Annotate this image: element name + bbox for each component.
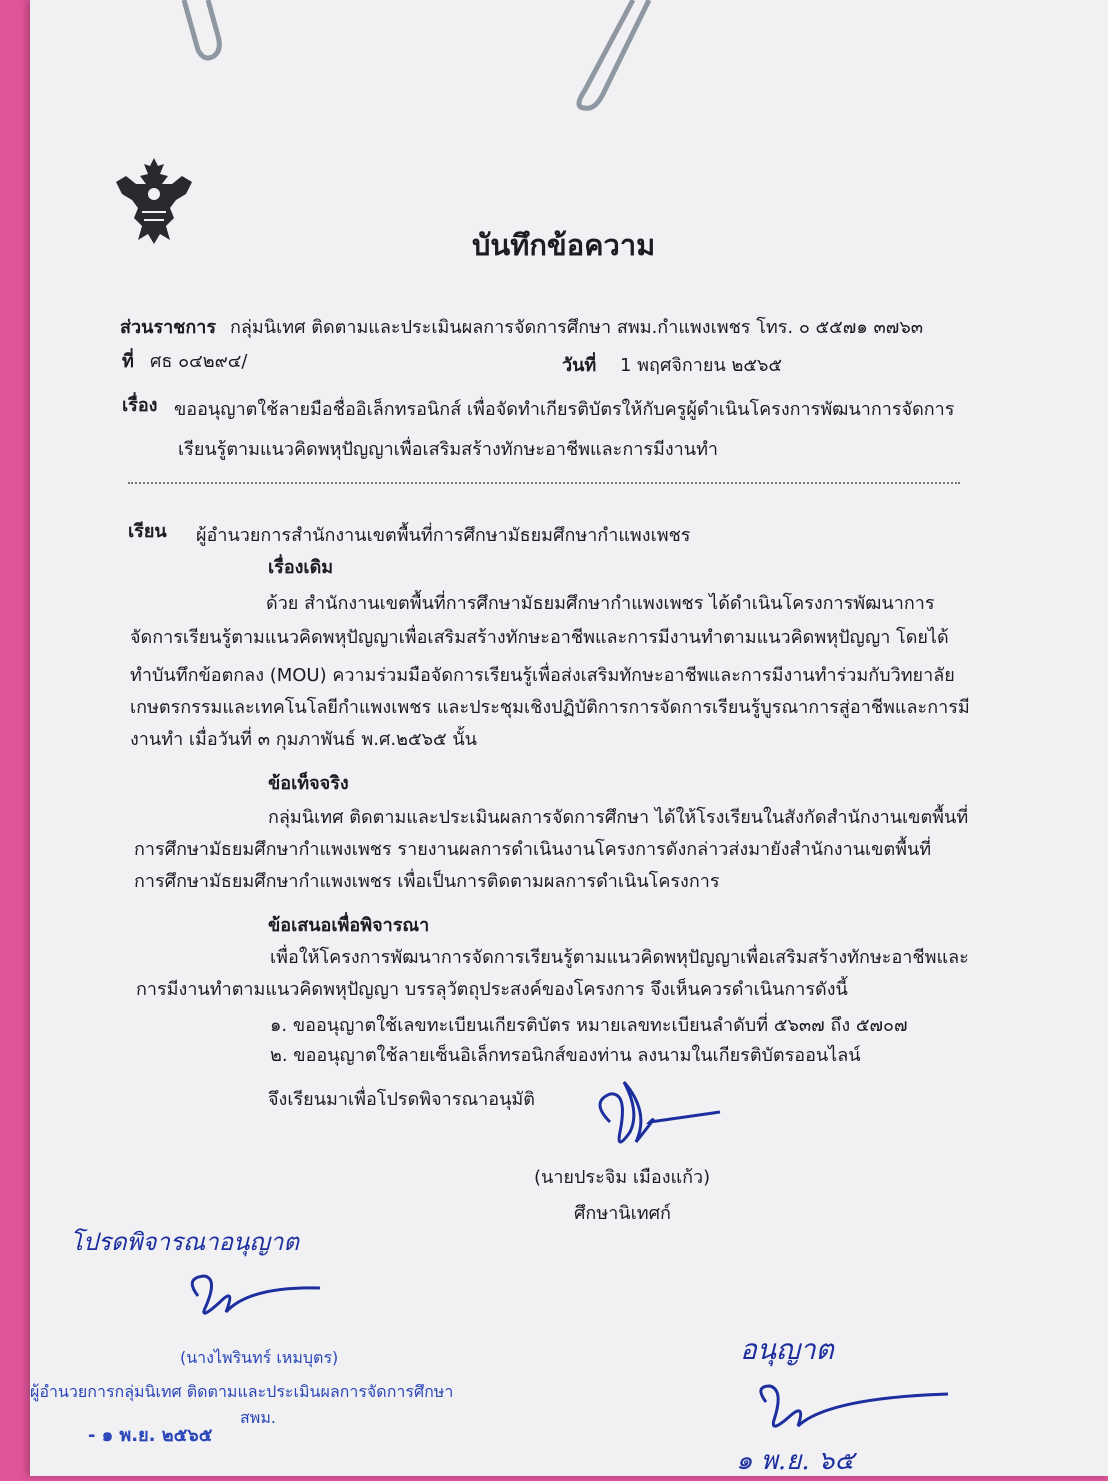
handwritten-note: อนุญาต [740, 1333, 834, 1366]
ref-value: ศธ ๐๔๒๙๔/ [150, 351, 248, 372]
agency-label: ส่วนราชการ [120, 317, 217, 338]
handwritten-date: ๑ พ.ย. ๖๕ [736, 1446, 855, 1476]
signature-mark [580, 1072, 730, 1162]
body-line: การมีงานทำตามแนวคิดพหุปัญญา บรรลุวัตถุประสงค์ของโครงการ จึงเห็นควรดำเนินการดังนี้ [136, 979, 848, 1000]
handwritten-note: โปรดพิจารณาอนุญาต [70, 1228, 299, 1256]
closing-line: จึงเรียนมาเพื่อโปรดพิจารณาอนุมัติ [268, 1089, 535, 1110]
signature-mark [748, 1376, 958, 1436]
to-value: ผู้อำนวยการสำนักงานเขตพื้นที่การศึกษามัธยมศึกษากำแพงเพชร [196, 525, 691, 546]
background-heading: เรื่องเดิม [268, 557, 334, 578]
body-line: ด้วย สำนักงานเขตพื้นที่การศึกษามัธยมศึกษากำแพงเพชร ได้ดำเนินโครงการพัฒนาการ [266, 593, 935, 614]
paper-clip-right [555, 0, 655, 120]
ref-label: ที่ [122, 351, 134, 372]
body-line: กลุ่มนิเทศ ติดตามและประเมินผลการจัดการศึกษา ได้ให้โรงเรียนในสังกัดสำนักงานเขตพื้นที่ [268, 807, 969, 828]
body-line: เพื่อให้โครงการพัฒนาการจัดการเรียนรู้ตามแนวคิดพหุปัญญาเพื่อเสริมสร้างทักษะอาชีพและ [270, 947, 969, 968]
subject-line: เรียนรู้ตามแนวคิดพหุปัญญาเพื่อเสริมสร้างทักษะอาชีพและการมีงานทำ [178, 439, 719, 460]
body-line: เกษตรกรรมและเทคโนโลยีกำแพงเพชร และประชุมเชิงปฏิบัติการการจัดการเรียนรู้บูรณาการสู่อาชีพและการมี [130, 697, 970, 718]
subject-line: ขออนุญาตใช้ลายมือชื่ออิเล็กทรอนิกส์ เพื่อจัดทำเกียรติบัตรให้กับครูผู้ดำเนินโครงการพัฒนาการจัดการ [174, 399, 955, 420]
signer-position: ศึกษานิเทศก์ [574, 1203, 671, 1224]
signature-mark [180, 1266, 330, 1326]
facts-heading: ข้อเท็จจริง [268, 773, 349, 794]
to-label: เรียน [128, 521, 167, 542]
body-line: ทำบันทึกข้อตกลง (MOU) ความร่วมมือจัดการเรียนรู้เพื่อส่งเสริมทักษะอาชีพและการมีงานทำร่วมกับวิทยาลัย [130, 665, 955, 686]
approval-date: - ๑ พ.ย. ๒๕๖๕ [88, 1425, 213, 1446]
signer-name: (นายประจิม เมืองแก้ว) [534, 1167, 711, 1188]
garuda-emblem-icon [112, 154, 196, 246]
body-line: การศึกษามัธยมศึกษากำแพงเพชร รายงานผลการดำเนินงานโครงการดังกล่าวส่งมายังสำนักงานเขตพื้นที่ [134, 839, 932, 860]
date-value: 1 พฤศจิกายน ๒๕๖๕ [620, 355, 783, 376]
body-line: งานทำ เมื่อวันที่ ๓ กุมภาพันธ์ พ.ศ.๒๕๖๕ นั้น [130, 729, 477, 750]
proposal-item: ๒. ขออนุญาตใช้ลายเซ็นอิเล็กทรอนิกส์ของท่าน ลงนามในเกียรติบัตรออนไลน์ [270, 1045, 861, 1066]
approver-name: (นางไพรินทร์ เหมบุตร) [180, 1348, 339, 1367]
approver-office: สพม. [240, 1408, 276, 1427]
date-label: วันที่ [562, 355, 597, 376]
proposal-heading: ข้อเสนอเพื่อพิจารณา [268, 915, 430, 936]
proposal-item: ๑. ขออนุญาตใช้เลขทะเบียนเกียรติบัตร หมายเลขทะเบียนลำดับที่ ๕๖๓๗ ถึง ๕๗๐๗ [270, 1015, 908, 1036]
subject-label: เรื่อง [122, 395, 158, 416]
paper-clip-left [176, 0, 236, 70]
agency-value: กลุ่มนิเทศ ติดตามและประเมินผลการจัดการศึกษา สพม.กำแพงเพชร โทร. ๐ ๕๕๗๑ ๓๗๖๓ [230, 317, 924, 338]
divider [128, 482, 960, 484]
memo-title: บันทึกข้อความ [472, 228, 656, 262]
approver-position: ผู้อำนวยการกลุ่มนิเทศ ติดตามและประเมินผลการจัดการศึกษา [30, 1382, 454, 1401]
body-line: จัดการเรียนรู้ตามแนวคิดพหุปัญญาเพื่อเสริมสร้างทักษะอาชีพและการมีงานทำตามแนวคิดพหุปัญญา โดยได้ [130, 627, 949, 648]
body-line: การศึกษามัธยมศึกษากำแพงเพชร เพื่อเป็นการติดตามผลการดำเนินโครงการ [134, 871, 720, 892]
